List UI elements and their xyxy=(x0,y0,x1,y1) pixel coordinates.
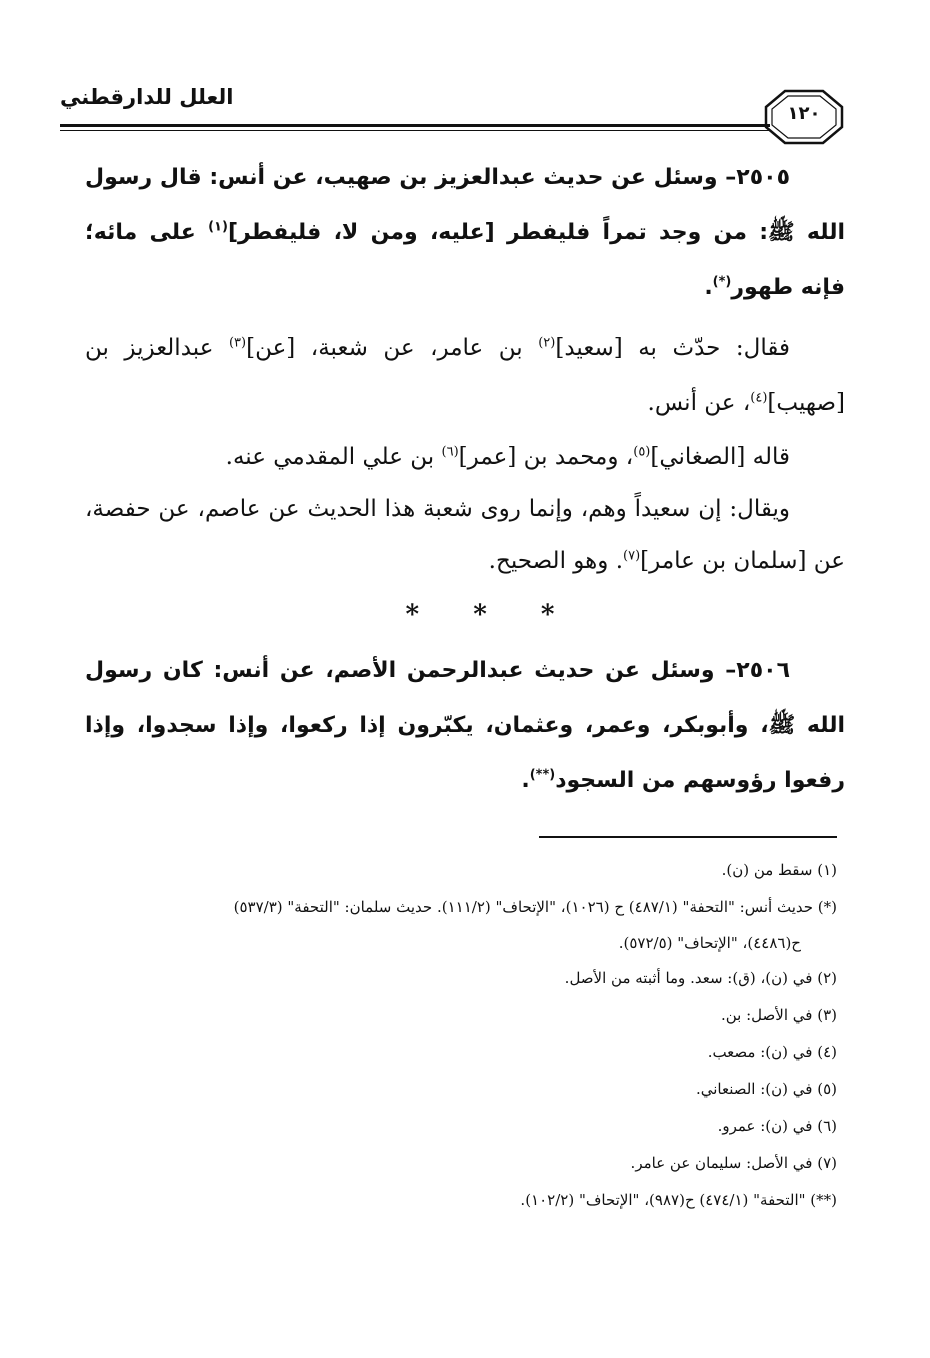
answer-paragraph-3 xyxy=(85,483,845,587)
footnote-ref: (**) xyxy=(529,767,556,783)
header-rule xyxy=(60,124,770,131)
running-title: العلل للدارقطني xyxy=(60,85,234,109)
main-text xyxy=(85,150,845,808)
entry-2506 xyxy=(85,643,845,808)
answer-text: فقال: حدّث به [سعيد] xyxy=(555,335,790,361)
entry-text: وسئل عن حديث عبدالعزيز بن صهيب، عن أنس: قال رسول الله ﷺ: من وجد تمراً فليفطر [عليه، ومن لا، فليفطر] xyxy=(85,165,845,245)
entry-end: . xyxy=(521,768,530,793)
answer-paragraph-1 xyxy=(85,321,845,431)
answer-text: بن عامر، عن شعبة، [عن] xyxy=(246,335,539,361)
footnote: (**) "التحفة" (٤٧٤/١) ح(٩٨٧)، "الإتحاف" (١٠٢/٢). xyxy=(520,1191,837,1209)
page-header xyxy=(60,72,845,142)
footnotes xyxy=(77,852,837,1219)
footnote-ref: (٦) xyxy=(441,444,459,460)
footnote: (٧) في الأصل: سليمان عن عامر. xyxy=(630,1154,837,1172)
entry-number: ٢٥٠٥– xyxy=(725,165,790,190)
answer-text: ، عن أنس. xyxy=(647,390,751,416)
entry-text: وسئل عن حديث عبدالرحمن الأصم، عن أنس: كان رسول الله ﷺ، وأبوبكر، وعمر، وعثمان، يكبّرون إذا ركعوا، وإذا سجدوا، وإذا رفعوا رؤوسهم من السجود xyxy=(85,658,845,793)
footnote-continuation: ح(٤٤٨٦)، "الإتحاف" (٥٧٢/٥). xyxy=(618,934,801,952)
answer-text: ، ومحمد بن [عمر] xyxy=(458,444,634,470)
section-separator: * * * xyxy=(405,600,555,630)
page-number: ١٢٠ xyxy=(787,103,821,124)
footnote: (*) حديث أنس: "التحفة" (٤٨٧/١) ح (١٠٢٦)، "الإتحاف" (١١١/٢). حديث سلمان: "التحفة" (٥٣٧/٣) xyxy=(233,898,837,916)
footnote-ref: (٢) xyxy=(538,335,556,351)
footnote-ref: (٣) xyxy=(228,335,247,351)
footnote: (١) سقط من (ن). xyxy=(721,861,837,879)
entry-text-continued: على مائه؛ فإنه طهور xyxy=(85,220,845,300)
entry-2505 xyxy=(85,150,845,315)
answer-text: قاله [الصغاني] xyxy=(650,444,790,470)
footnote-ref: (٥) xyxy=(633,444,651,460)
footnote-ref: (*) xyxy=(712,274,732,290)
answer-text: . وهو الصحيح. xyxy=(488,548,624,574)
footnote: (٢) في (ن)، (ق): سعد. وما أثبته من الأصل. xyxy=(564,969,837,987)
footnote-separator xyxy=(539,836,837,838)
answer-text: عبدالعزيز بن [صهيب] xyxy=(85,335,845,416)
footnote-ref: (٤) xyxy=(750,390,768,406)
entry-number: ٢٥٠٦– xyxy=(725,658,790,683)
answer-text: ويقال: إن سعيداً وهم، وإنما روى شعبة هذا الحديث عن عاصم، عن حفصة، عن [سلمان بن عامر] xyxy=(85,496,845,574)
footnote: (٣) في الأصل: بن. xyxy=(721,1006,837,1024)
page-number-badge xyxy=(763,88,845,146)
answer-text: بن علي المقدمي عنه. xyxy=(225,444,442,470)
footnote: (٦) في (ن): عمرو. xyxy=(717,1117,837,1135)
footnote-ref: (٧) xyxy=(623,548,641,564)
answer-paragraph-2 xyxy=(85,431,845,483)
footnote: (٤) في (ن): مصعب. xyxy=(707,1043,837,1061)
footnote: (٥) في (ن): الصنعاني. xyxy=(695,1080,837,1098)
entry-end: . xyxy=(704,275,713,300)
footnote-ref: (١) xyxy=(208,219,228,235)
